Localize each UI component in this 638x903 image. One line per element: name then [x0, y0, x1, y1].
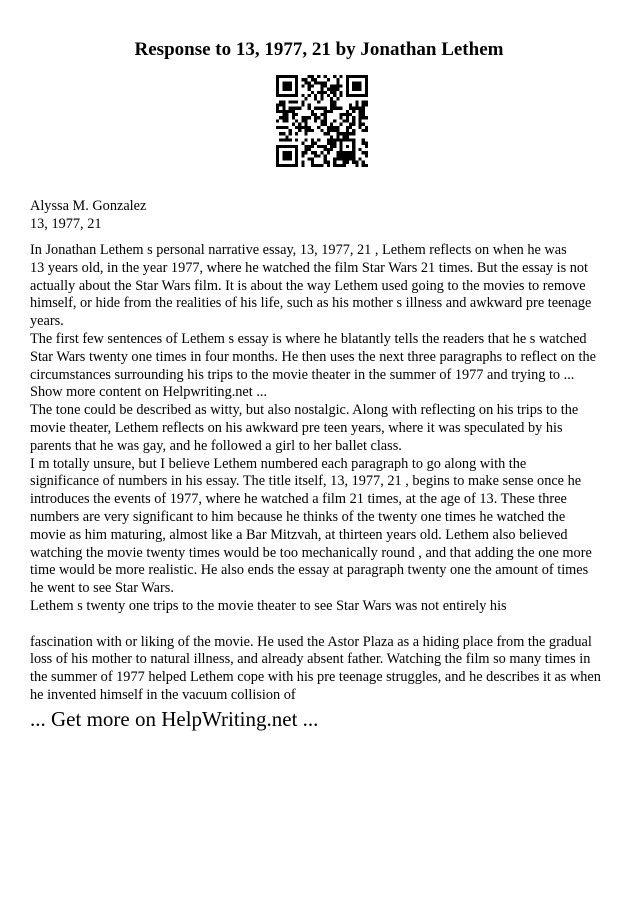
body-line: [30, 616, 612, 634]
author-name: Alyssa M. Gonzalez: [30, 198, 147, 214]
body-line: fascination with or liking of the movie. He used the Astor Plaza as a hiding place from the gradual: [30, 633, 592, 650]
body-line: himself, or hide from the realities of his life, such as his mother s illness and awkward pre teenage: [30, 295, 592, 312]
qr-code-icon: [276, 75, 368, 167]
body-line: numbers are very significant to him because he thinks of the twenty one times he watched the: [30, 508, 566, 525]
body-line: The tone could be described as witty, but also nostalgic. Along with reflecting on his trips to the: [30, 402, 579, 419]
body-line: he went to see Star Wars.: [30, 580, 174, 597]
body-line: Star Wars twenty one times in four months. He then uses the next three paragraphs to reflect on the: [30, 348, 596, 365]
body-line: I m totally unsure, but I believe Lethem numbered each paragraph to go along with the: [30, 455, 527, 472]
document-title: Response to 13, 1977, 21 by Jonathan Lethem: [134, 39, 504, 60]
essay-body: [30, 242, 612, 705]
body-line[interactable]: Show more content on Helpwriting.net ...: [30, 384, 268, 401]
body-line: In Jonathan Lethem s personal narrative essay, 13, 1977, 21 , Lethem reflects on when he was: [30, 242, 567, 258]
body-line: the summer of 1977 helped Lethem cope with his pre teenage struggles, and he describes it as when: [30, 669, 601, 686]
body-line: time would be more realistic. He also ends the essay at paragraph twenty one the amount of times: [30, 562, 589, 579]
body-line: parents that he was gay, and he followed a girl to her ballet class.: [30, 437, 402, 454]
essay-subtitle: 13, 1977, 21: [30, 216, 102, 232]
body-line: loss of his mother to natural illness, and already absent father. Watching the film so many times in: [30, 651, 591, 668]
body-line: significance of numbers in his essay. The title itself, 13, 1977, 21 , begins to make sense once he: [30, 473, 582, 490]
body-line: he invented himself in the vacuum collision of: [30, 686, 296, 703]
qr-code: [276, 75, 368, 167]
body-line: movie as him maturing, almost like a Bar Mitzvah, at thirteen years old. Lethem also believed: [30, 526, 568, 543]
body-line: movie theater, Lethem reflects on his awkward pre teen years, where it was speculated by his: [30, 419, 563, 436]
body-line: years.: [30, 313, 64, 330]
body-line: Lethem s twenty one trips to the movie theater to see Star Wars was not entirely his: [30, 597, 507, 614]
body-line: 13 years old, in the year 1977, where he watched the film Star Wars 21 times. But the essay is not: [30, 259, 589, 276]
body-line: watching the movie twenty times would be too mechanically round , and that adding the one more: [30, 544, 592, 561]
body-line: circumstances surrounding his trips to the movie theater in the summer of 1977 and trying to ...: [30, 366, 575, 383]
body-line: actually about the Star Wars film. It is about the way Lethem used going to the movies to remove: [30, 277, 586, 294]
body-line: The first few sentences of Lethem s essay is where he blatantly tells the readers that he s watched: [30, 330, 587, 347]
body-line: introduces the events of 1977, where he watched a film 21 times, at the age of 13. These three: [30, 491, 567, 508]
get-more-link[interactable]: ... Get more on HelpWriting.net ...: [30, 707, 319, 731]
